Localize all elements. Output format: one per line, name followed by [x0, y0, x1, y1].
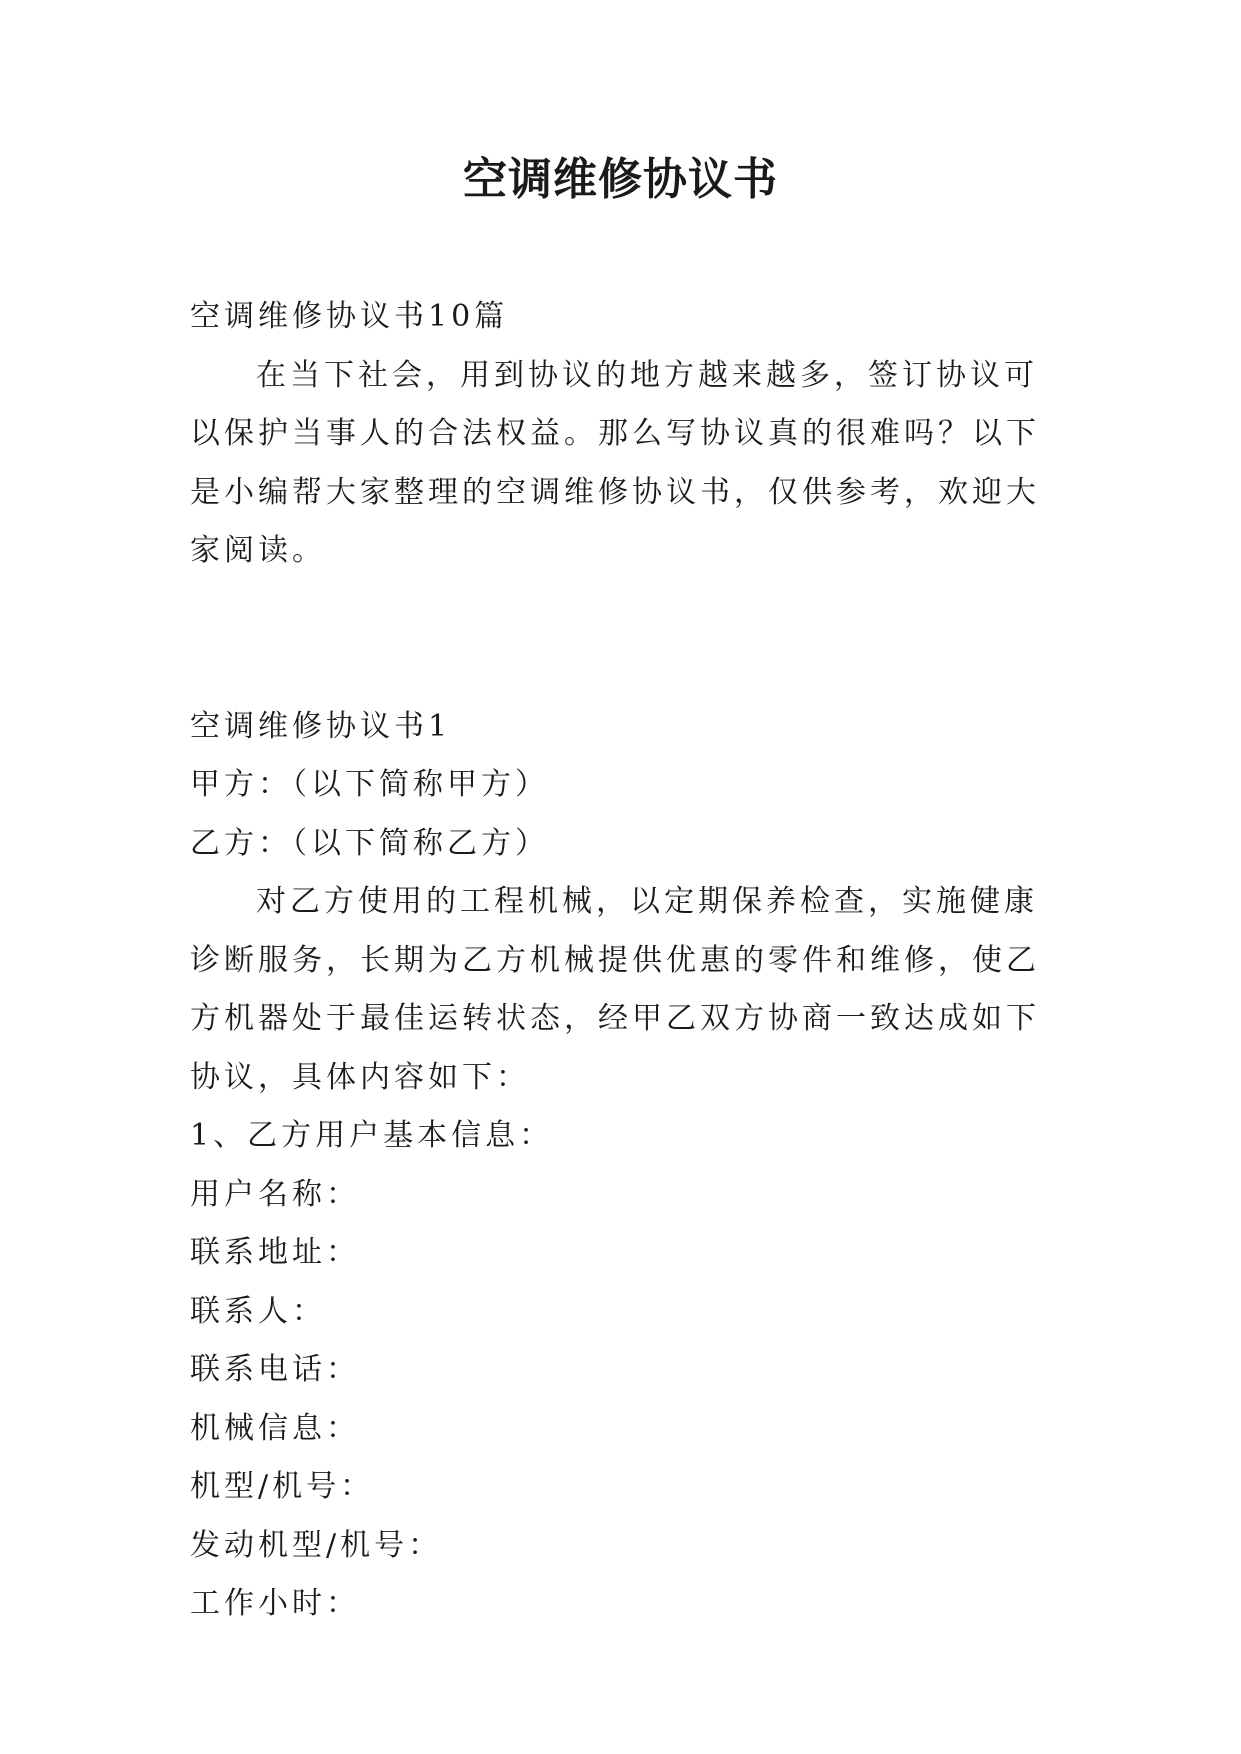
- clause-1-heading: 1、乙方用户基本信息：: [190, 1118, 554, 1153]
- document-title: 空调维修协议书: [463, 154, 778, 205]
- field-contact: 联系人：: [190, 1293, 326, 1329]
- field-user-name: 用户名称：: [190, 1176, 360, 1212]
- field-work-hours: 工作小时：: [190, 1586, 360, 1621]
- party-b-line: 乙方：（以下简称乙方）: [190, 825, 549, 861]
- document-body: [190, 288, 1070, 1634]
- party-a-line: 甲方：（以下简称甲方）: [190, 767, 549, 802]
- field-phone: 联系电话：: [190, 1352, 360, 1387]
- field-engine-model-no: 发动机型/机号：: [190, 1527, 443, 1563]
- field-machine-info: 机械信息：: [190, 1410, 360, 1446]
- intro-paragraph: 在当下社会，用到协议的地方越来越多，签订协议可以保护当事人的合法权益。那么写协议真的很难吗？以下是小编帮大家整理的空调维修协议书，仅供参考，欢迎大家阅读。: [190, 357, 1040, 568]
- field-model-no: 机型/机号：: [190, 1469, 375, 1504]
- field-address: 联系地址：: [190, 1235, 360, 1270]
- section-heading: 空调维修协议书1: [190, 708, 452, 744]
- document-subtitle: 空调维修协议书10篇: [190, 299, 509, 334]
- purpose-paragraph: 对乙方使用的工程机械，以定期保养检查，实施健康诊断服务，长期为乙方机械提供优惠的零件和维修，使乙方机器处于最佳运转状态，经甲乙双方协商一致达成如下协议，具体内容如下：: [190, 884, 1040, 1095]
- section-spacer: [190, 581, 1070, 698]
